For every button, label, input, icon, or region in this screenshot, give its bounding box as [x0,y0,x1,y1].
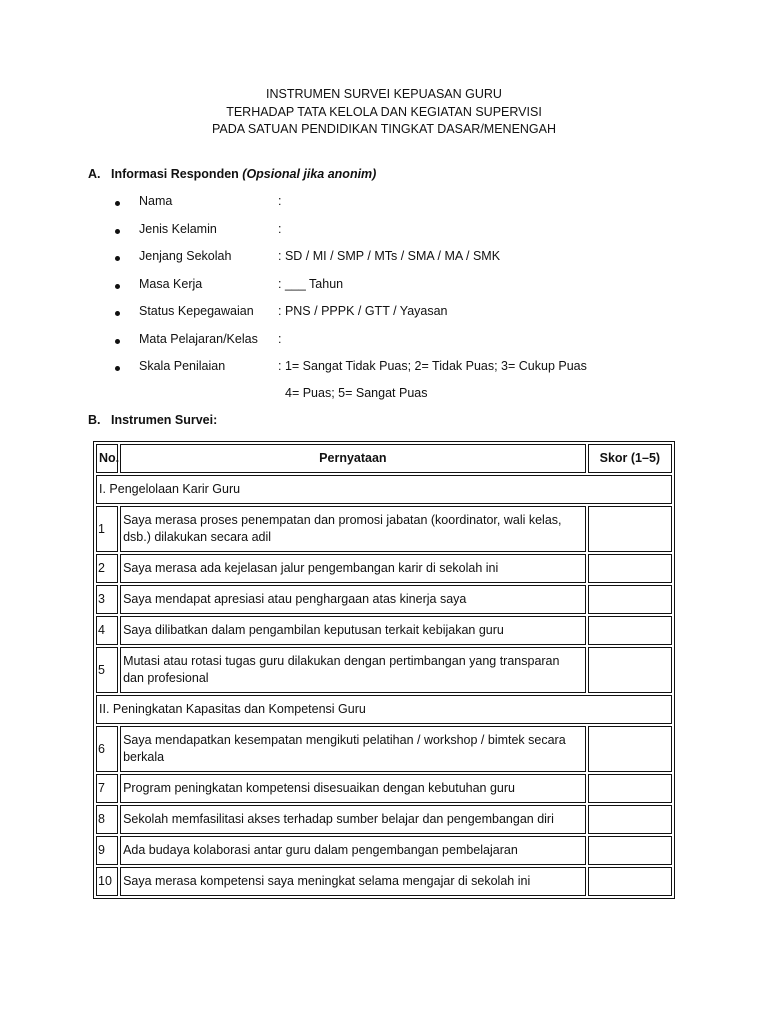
bullet-icon [115,366,120,371]
row-statement: Saya mendapat apresiasi atau penghargaan atas kinerja saya [120,585,586,614]
score-cell[interactable] [588,867,672,896]
scale-continuation: 4= Puas; 5= Sangat Puas [285,386,428,400]
row-number: 1 [96,506,118,552]
info-label: Skala Penilaian [139,359,226,373]
table-row [96,867,672,896]
info-value: : [278,221,282,236]
info-label: Masa Kerja [139,276,203,291]
score-cell[interactable] [588,805,672,834]
score-cell[interactable] [588,506,672,552]
row-number: 5 [96,647,118,693]
row-statement: Saya merasa ada kejelasan jalur pengembangan karir di sekolah ini [120,554,586,583]
row-statement: Sekolah memfasilitasi akses terhadap sumber belajar dan pengembangan diri [120,805,586,834]
section-a-note: (Opsional jika anonim) [242,167,377,181]
table-header-row [96,444,672,473]
row-number: 10 [96,867,118,896]
row-number: 7 [96,774,118,803]
group-row [96,695,672,724]
title-line-2: TERHADAP TATA KELOLA DAN KEGIATAN SUPERVISI [226,104,542,119]
table-row [96,836,672,865]
row-number: 6 [96,726,118,772]
score-cell[interactable] [588,774,672,803]
row-number: 3 [96,585,118,614]
title-line-3: PADA SATUAN PENDIDIKAN TINGKAT DASAR/MENENGAH [211,122,557,136]
row-statement: Saya merasa kompetensi saya meningkat selama mengajar di sekolah ini [120,867,586,896]
bullet-icon [115,284,120,289]
row-statement: Saya dilibatkan dalam pengambilan keputusan terkait kebijakan guru [120,616,586,645]
row-statement: Mutasi atau rotasi tugas guru dilakukan dengan pertimbangan yang transparan dan profesional [120,647,586,693]
info-value: : PNS / PPPK / GTT / Yayasan [278,304,448,318]
score-cell[interactable] [588,554,672,583]
bullet-icon [115,339,120,344]
score-cell[interactable] [588,585,672,614]
table-row [96,774,672,803]
row-statement: Ada budaya kolaborasi antar guru dalam pengembangan pembelajaran [120,836,586,865]
row-statement: Program peningkatan kompetensi disesuaikan dengan kebutuhan guru [120,774,586,803]
header-no: No. [96,444,118,473]
score-cell[interactable] [588,616,672,645]
section-b-title: Instrumen Survei: [111,413,218,427]
group-heading-career: I. Pengelolaan Karir Guru [96,475,672,504]
section-b-heading [88,413,217,427]
table-row [96,585,672,614]
bullet-icon [115,229,120,234]
score-cell[interactable] [588,726,672,772]
group-row [96,475,672,504]
section-b-letter: B. [88,413,101,427]
section-a-letter: A. [88,167,101,181]
table-row [96,506,672,552]
table-row [96,554,672,583]
info-value: : 1= Sangat Tidak Puas; 2= Tidak Puas; 3= Cukup Puas [278,359,587,373]
score-cell[interactable] [588,836,672,865]
row-number: 4 [96,616,118,645]
survey-table [93,441,675,899]
bullet-icon [115,311,120,316]
info-value: : SD / MI / SMP / MTs / SMA / MA / SMK [278,249,501,263]
row-number: 9 [96,836,118,865]
table-row [96,805,672,834]
info-label: Nama [139,194,173,208]
info-value: : ___ Tahun [278,276,344,291]
header-statement: Pernyataan [120,444,586,473]
row-number: 8 [96,805,118,834]
info-value: : [278,331,282,346]
info-label: Mata Pelajaran/Kelas [139,331,258,346]
bullet-icon [115,201,120,206]
row-statement: Saya mendapatkan kesempatan mengikuti pelatihan / workshop / bimtek secara berkala [120,726,586,772]
header-score: Skor (1–5) [588,444,672,473]
row-statement: Saya merasa proses penempatan dan promosi jabatan (koordinator, wali kelas, dsb.) dilakukan secara adil [120,506,586,552]
info-label: Status Kepegawaian [139,304,254,318]
table-row [96,726,672,772]
bullet-icon [115,256,120,261]
info-label: Jenjang Sekolah [139,249,232,263]
section-a-heading [88,167,376,181]
info-value: : [278,194,282,208]
row-number: 2 [96,554,118,583]
info-label: Jenis Kelamin [139,221,217,236]
table-row [96,647,672,693]
section-a-title: Informasi Responden [111,167,239,181]
group-heading-competence: II. Peningkatan Kapasitas dan Kompetensi Guru [96,695,672,724]
title-line-1: INSTRUMEN SURVEI KEPUASAN GURU [266,87,502,101]
score-cell[interactable] [588,647,672,693]
document-title [0,86,768,139]
table-row [96,616,672,645]
